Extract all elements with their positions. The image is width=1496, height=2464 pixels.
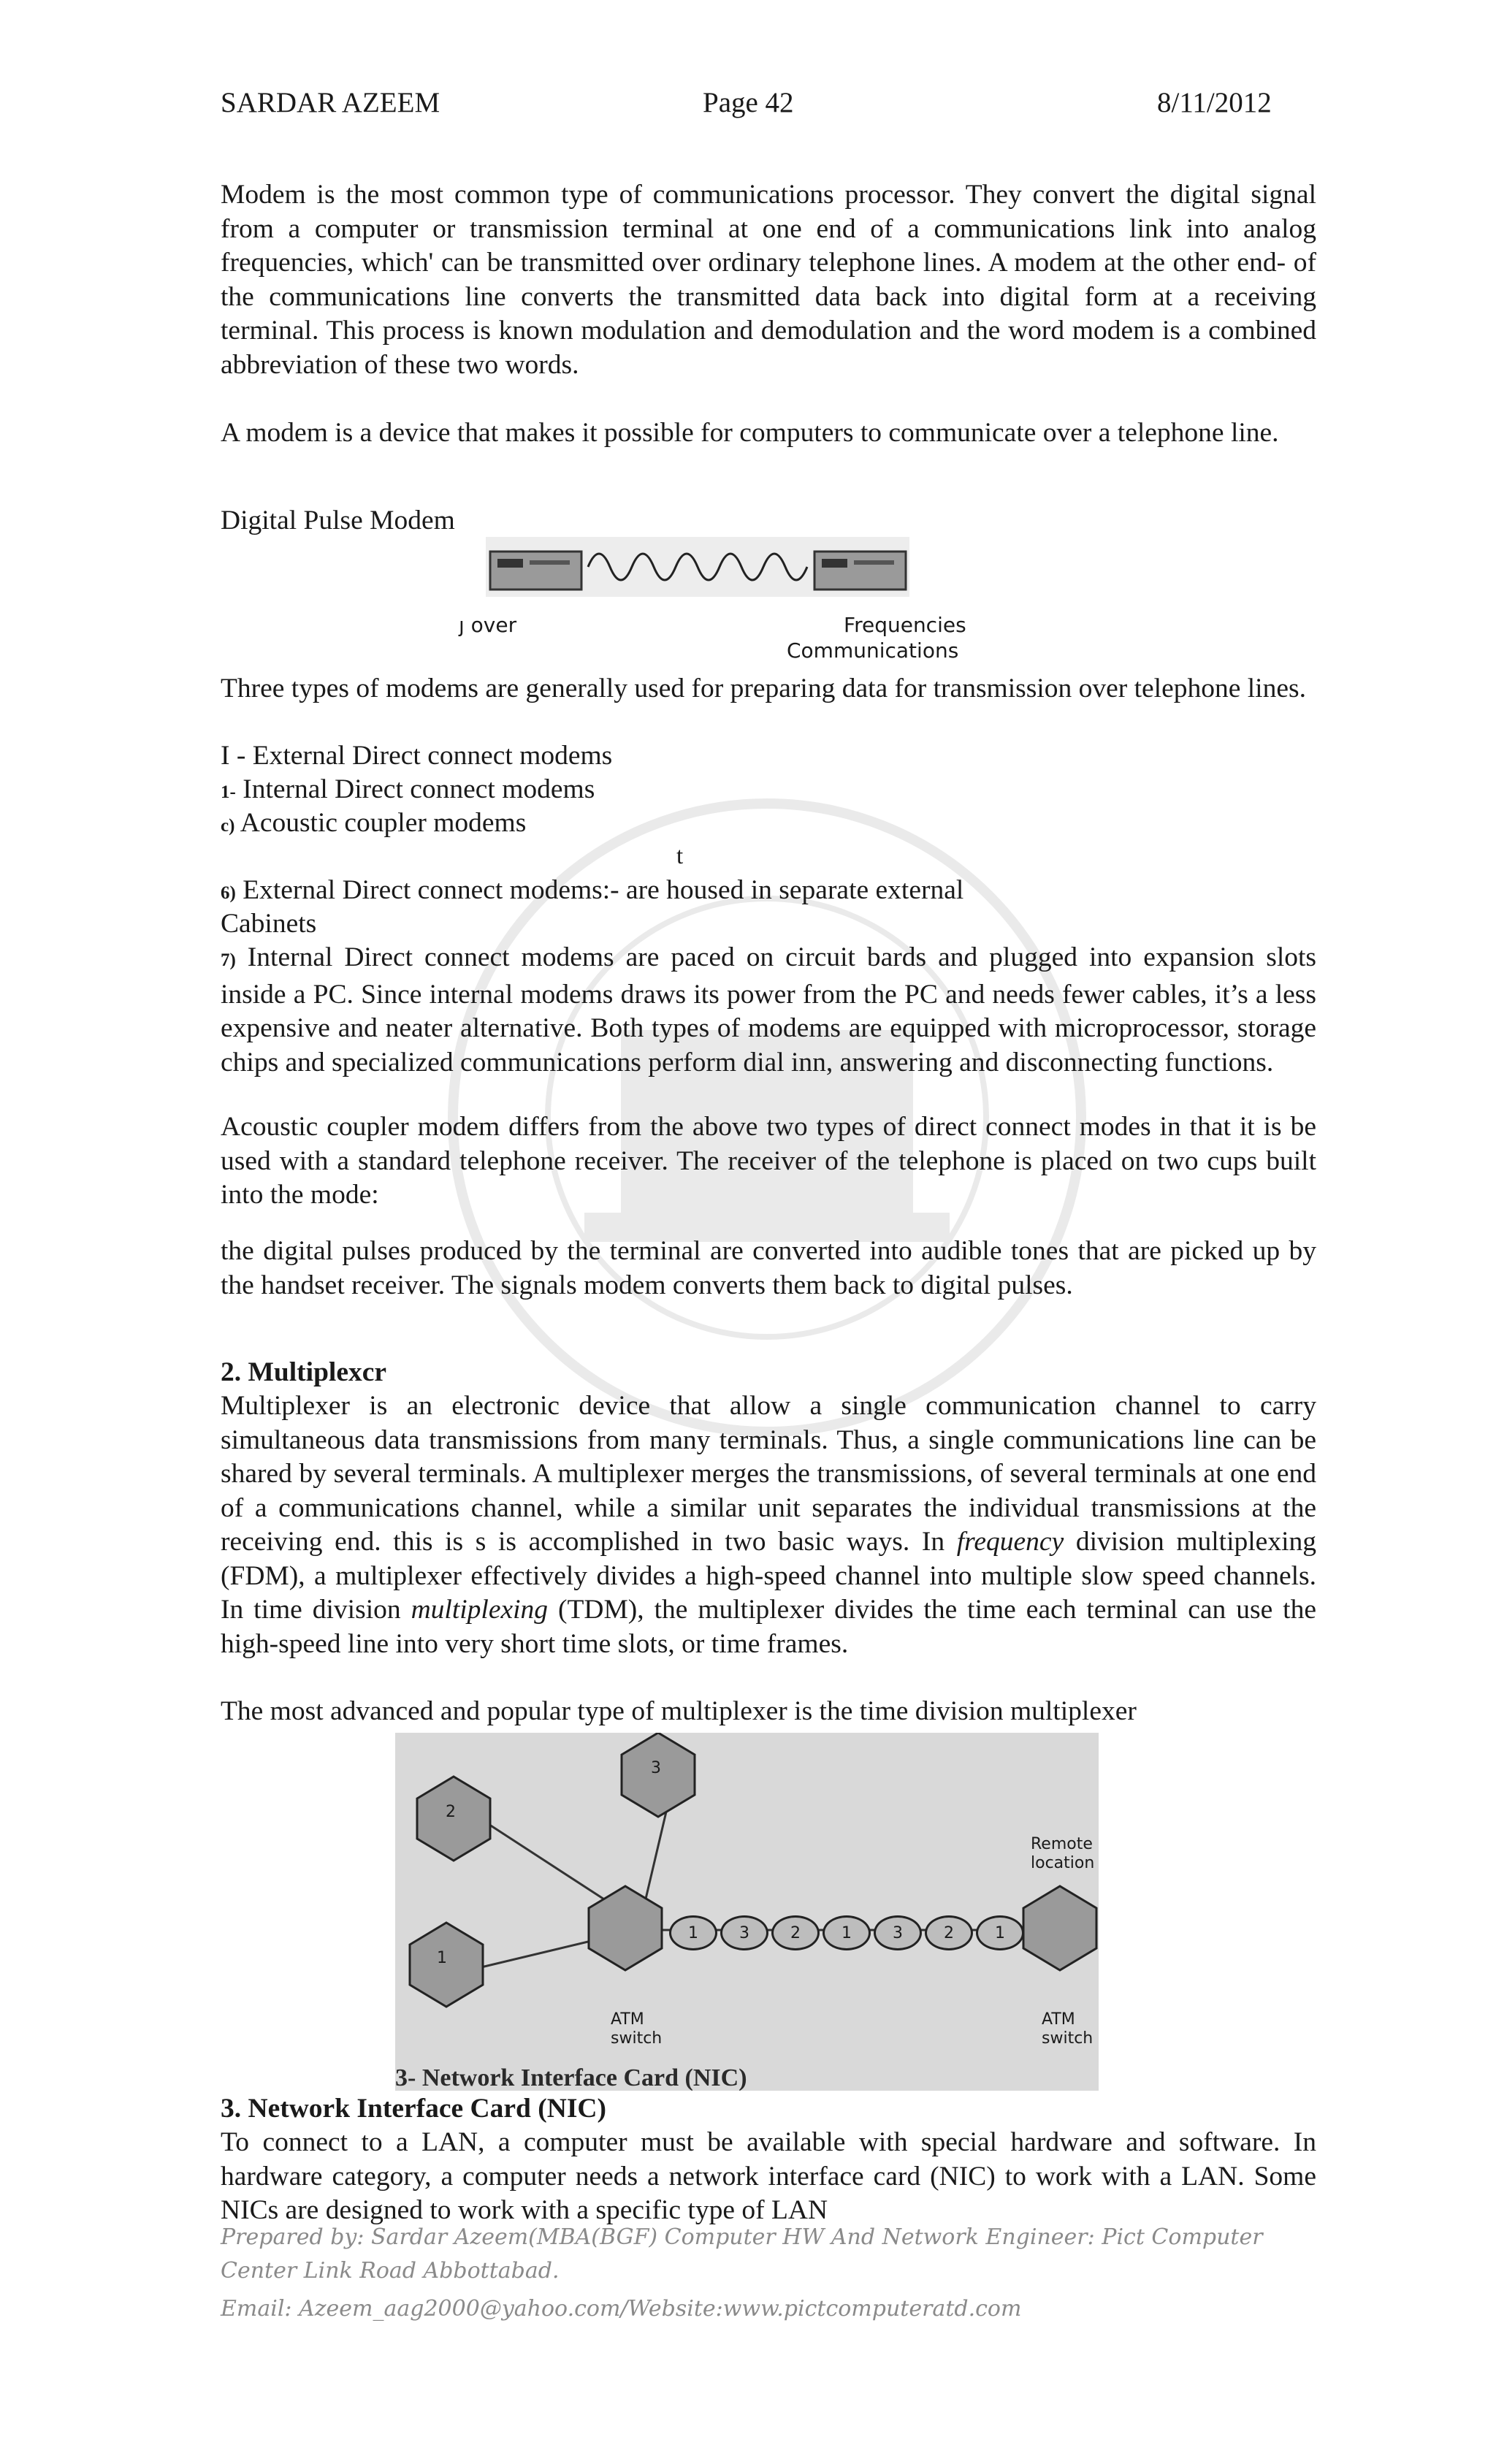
multiplexer-last-line: The most advanced and popular type of multiplexer is the time division multiplexer — [221, 1696, 1137, 1726]
caption-line: location — [1031, 1854, 1095, 1872]
footer-line-2: Center Link Road Abbottabad. — [221, 2258, 560, 2284]
nic-heading: 3. Network Interface Card (NIC) — [221, 2094, 606, 2124]
item-marker: 6) — [221, 883, 236, 903]
acoustic-paragraph: Acoustic coupler modem differs from the above two types of direct connect modes in that it is be used with a standard telephone receiver. The receiver of the telephone is placed on two cups built into the mode: — [221, 1112, 1316, 1210]
types-intro: Three types of modems are generally used for preparing data for transmission over telephone lines. — [221, 674, 1306, 703]
header-author: SARDAR AZEEM — [221, 87, 440, 118]
figure1-title: Digital Pulse Modem — [221, 506, 455, 535]
internal-modem-text: Internal Direct connect modems are paced on circuit bards and plugged into expansion slots inside a PC. Since internal modems draws its power from the PC and needs fewer cables, it’s a less expensive and neater alternative. Both types of modems are equipped with microprocessor, storage chips and specialized communications perform dial inn, answering and disconnecting functions. — [221, 942, 1317, 1077]
atm-diagram — [395, 1733, 1099, 2091]
intro-paragraph: Modem is the most common type of communications processor. They convert the digital signal from a computer or transmission terminal at one end of a communications link into analog frequencies, which' can be transmitted over ordinary telephone lines. A modem at the other end- of the communications line converts the transmitted data back into digital form at a receiving terminal. This process is known modulation and demodulation and the word modem is a combined abbreviation of these two words. — [221, 180, 1316, 380]
type-item-acoustic — [221, 806, 526, 843]
atm-network-figure — [395, 1733, 1099, 2091]
right-switch-caption — [1042, 2010, 1093, 2048]
packet: 3 — [874, 1915, 922, 1950]
type-text: Internal Direct connect modems — [243, 774, 595, 804]
footer-line-3: Email: Azeem_aag2000@yahoo.com/Website:www.pictcomputeratd.com — [221, 2296, 1022, 2322]
mux-text-1: Multiplexer is an electronic device that allow a single communication channel to carry simultaneous data transmissions from many terminals. Thus, a single communications line can be shared by several terminals. A multiplexer merges the transmissions, of several terminals at one end of a communications channel, while a similar unit separates the individual transmissions at the receiving end. this is s is accomplished in two basic ways. In — [221, 1391, 1316, 1557]
caption-line: switch — [1042, 2029, 1094, 2048]
packet: 1 — [976, 1915, 1024, 1950]
mux-text-3: (TDM), the multiplexer divides the time each terminal can use the high-speed line into very short time slots, or time frames. — [221, 1595, 1316, 1659]
type-marker: c) — [221, 816, 235, 836]
packet-stream — [669, 1915, 1024, 1950]
type-item-internal — [221, 773, 595, 809]
node-label-2: 2 — [446, 1803, 456, 1821]
type-text: Acoustic coupler modems — [240, 808, 527, 838]
mux-emphasis-1: frequency — [956, 1527, 1064, 1557]
figure1-label-communications: Communications — [787, 638, 959, 663]
figure1-label-left: ȷ over — [459, 613, 517, 637]
packet: 1 — [669, 1915, 717, 1950]
packet: 1 — [823, 1915, 871, 1950]
stray-character: t — [676, 843, 684, 869]
type-text: External Direct connect modems — [252, 741, 613, 771]
nic-paragraph: To connect to a LAN, a computer must be available with special hardware and software. In hardware category, a computer needs a network interface card (NIC) to work with a LAN. Some NICs are designed to work with a specific type of LAN — [221, 2127, 1316, 2225]
intro-paragraph-2: A modem is a device that makes it possible for computers to communicate over a telephone line. — [221, 418, 1279, 448]
multiplexer-heading: 2. Multiplexcr — [221, 1357, 387, 1387]
type-marker: 1- — [221, 782, 236, 802]
mux-emphasis-2: multiplexing — [411, 1595, 549, 1625]
multiplexer-paragraph — [221, 1389, 1316, 1661]
internal-modem-paragraph — [221, 941, 1316, 1080]
packet: 2 — [925, 1915, 973, 1950]
node-label-3: 3 — [651, 1759, 661, 1777]
pulses-paragraph: the digital pulses produced by the terminal are converted into audible tones that are picked up by the handset receiver. The signals modem converts them back to digital pulses. — [221, 1236, 1316, 1300]
caption-line: ATM — [1042, 2010, 1075, 2029]
remote-location-caption — [1031, 1835, 1094, 1873]
packet: 3 — [720, 1915, 768, 1950]
header-date: 8/11/2012 — [1157, 87, 1272, 118]
packet: 2 — [771, 1915, 820, 1950]
left-switch-caption — [611, 2010, 662, 2048]
external-modem-cabinets: Cabinets — [221, 909, 317, 939]
external-modem-text: External Direct connect modems:- are housed in separate external — [243, 875, 964, 905]
caption-line: ATM — [611, 2010, 644, 2029]
mux-text-2: division multiplexing (FDM), a multiplexer effectively divides a high-speed channel into multiple slow speed channels. In time division — [221, 1527, 1316, 1625]
type-marker: I - — [221, 741, 246, 771]
caption-line: Remote — [1031, 1835, 1093, 1853]
footer-line-1: Prepared by: Sardar Azeem(MBA(BGF) Computer HW And Network Engineer: Pict Computer — [221, 2224, 1263, 2250]
figure1-label-frequencies: Frequencies — [844, 613, 966, 637]
caption-line: switch — [611, 2029, 663, 2048]
modem-diagram — [486, 537, 909, 597]
header-page-number: Page 42 — [703, 87, 794, 118]
external-modem-line — [221, 874, 963, 910]
item-marker: 7) — [221, 950, 236, 970]
node-label-1: 1 — [437, 1949, 447, 1967]
figure-overlay-heading: 3- Network Interface Card (NIC) — [395, 2064, 747, 2091]
type-item-external — [221, 739, 612, 773]
